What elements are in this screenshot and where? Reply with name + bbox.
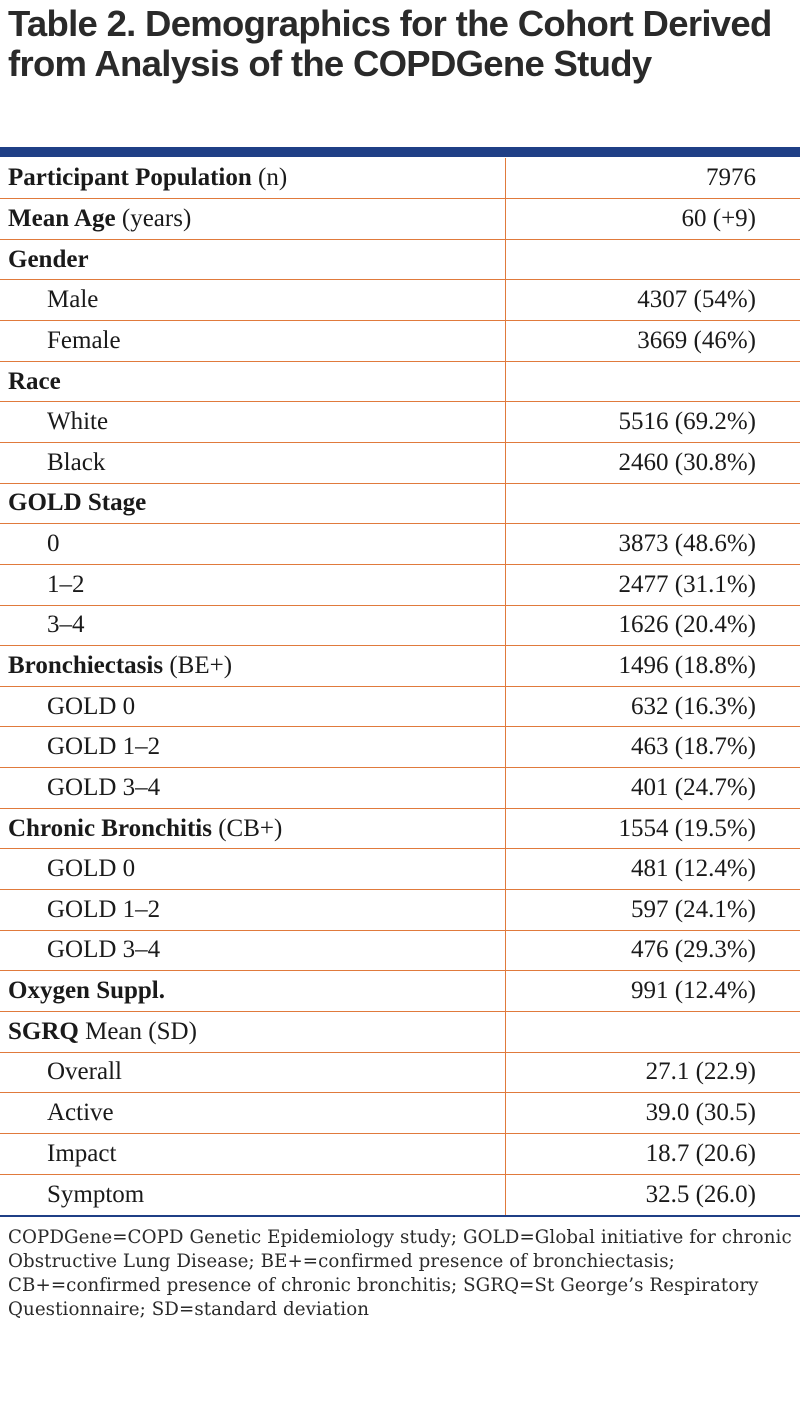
row-value xyxy=(505,483,800,524)
row-label xyxy=(0,361,505,402)
row-label-heading: Chronic Bronchitis xyxy=(8,814,212,842)
table-row xyxy=(0,321,800,362)
row-label-heading: Gender xyxy=(8,245,89,273)
row-label xyxy=(0,646,505,687)
table-row xyxy=(0,1133,800,1174)
table-row xyxy=(0,1093,800,1134)
table-row xyxy=(0,1052,800,1093)
table-row xyxy=(0,849,800,890)
table-row xyxy=(0,483,800,524)
row-sublabel: Black xyxy=(0,442,505,483)
row-label xyxy=(0,483,505,524)
table-title: Table 2. Demographics for the Cohort Derived from Analysis of the COPDGene Study xyxy=(8,3,772,84)
table-row xyxy=(0,930,800,971)
table-body xyxy=(0,158,800,1215)
row-label-heading: Race xyxy=(8,367,61,395)
row-value: 60 (+9) xyxy=(505,199,800,240)
row-value: 32.5 (26.0) xyxy=(645,1180,756,1208)
row-sublabel: Overall xyxy=(0,1052,505,1093)
row-label xyxy=(0,1011,505,1052)
row-label xyxy=(0,971,505,1012)
row-value: 632 (16.3%) xyxy=(505,686,800,727)
row-sublabel: 0 xyxy=(0,524,505,565)
table-row xyxy=(0,524,800,565)
table-row xyxy=(0,768,800,809)
row-value: 7976 xyxy=(505,158,800,199)
demographics-table xyxy=(0,158,800,1215)
row-value xyxy=(505,239,800,280)
row-sublabel: Active xyxy=(0,1093,505,1134)
row-label-qualifier: (years) xyxy=(115,204,192,232)
table-row xyxy=(0,199,800,240)
row-value: 2460 (30.8%) xyxy=(505,442,800,483)
row-value: 5516 (69.2%) xyxy=(505,402,800,443)
row-value: 39.0 (30.5) xyxy=(505,1093,800,1134)
table-row xyxy=(0,646,800,687)
table-row xyxy=(0,686,800,727)
row-label-qualifier: Mean (SD) xyxy=(78,1017,197,1045)
row-sublabel: GOLD 0 xyxy=(0,686,505,727)
row-value: 3669 (46%) xyxy=(505,321,800,362)
row-value: 1496 (18.8%) xyxy=(505,646,800,687)
row-value: 476 (29.3%) xyxy=(505,930,800,971)
row-label-qualifier: (n) xyxy=(251,164,288,192)
row-label-heading: Mean Age xyxy=(8,204,116,232)
row-value: 481 (12.4%) xyxy=(505,849,800,890)
row-value: 991 (12.4%) xyxy=(505,971,800,1012)
row-sublabel: GOLD 0 xyxy=(0,849,505,890)
row-sublabel: Male xyxy=(0,280,505,321)
row-label-heading: Participant Population xyxy=(8,164,252,192)
row-value: 597 (24.1%) xyxy=(505,890,800,931)
row-label-heading: GOLD Stage xyxy=(8,489,147,517)
row-sublabel: Symptom xyxy=(0,1174,505,1215)
title-divider xyxy=(0,147,800,158)
table-row xyxy=(0,605,800,646)
row-value: 463 (18.7%) xyxy=(505,727,800,768)
row-label-heading: Oxygen Suppl. xyxy=(8,977,166,1005)
table-row xyxy=(0,280,800,321)
row-sublabel: GOLD 3–4 xyxy=(0,930,505,971)
row-value: 1626 (20.4%) xyxy=(505,605,800,646)
table-row xyxy=(0,971,800,1012)
row-sublabel: White xyxy=(0,402,505,443)
table-row xyxy=(0,727,800,768)
row-value: 4307 (54%) xyxy=(505,280,800,321)
row-sublabel: GOLD 1–2 xyxy=(0,890,505,931)
row-sublabel: 3–4 xyxy=(0,605,505,646)
row-value: 401 (24.7%) xyxy=(505,768,800,809)
row-label xyxy=(0,808,505,849)
table-row xyxy=(0,890,800,931)
table-row xyxy=(0,564,800,605)
row-sublabel: GOLD 3–4 xyxy=(0,768,505,809)
row-label-heading: Bronchiectasis xyxy=(8,652,164,679)
row-value: 1554 (19.5%) xyxy=(505,808,800,849)
table-row xyxy=(0,1011,800,1052)
table-row xyxy=(0,158,800,199)
table-row xyxy=(0,442,800,483)
row-label xyxy=(0,199,505,240)
row-sublabel: 1–2 xyxy=(0,564,505,605)
table-row xyxy=(0,239,800,280)
row-value: 2477 (31.1%) xyxy=(505,564,800,605)
table-row xyxy=(0,361,800,402)
row-value xyxy=(505,361,800,402)
table-row xyxy=(0,808,800,849)
row-label-qualifier: (BE+) xyxy=(163,652,233,679)
row-sublabel: GOLD 1–2 xyxy=(0,727,505,768)
table-footnote: COPDGene=COPD Genetic Epidemiology study; GOLD=Global initiative for chronic Obstructive Lung Disease; BE+=confirmed presence of bronchiectasis; CB+=confirmed presence of chronic bronchitis; SGRQ=St George’s Respiratory Questionnaire; SD=standard deviation xyxy=(8,1226,792,1320)
row-value: 18.7 (20.6) xyxy=(505,1133,800,1174)
table-row xyxy=(0,402,800,443)
table-row xyxy=(0,1174,800,1215)
row-value: 3873 (48.6%) xyxy=(505,524,800,565)
row-label xyxy=(0,158,505,199)
row-value xyxy=(505,1011,800,1052)
row-label-qualifier: (CB+) xyxy=(211,814,283,842)
row-sublabel: Female xyxy=(0,321,505,362)
row-sublabel: Impact xyxy=(0,1133,505,1174)
row-label-heading: SGRQ xyxy=(8,1017,79,1045)
row-value: 27.1 (22.9) xyxy=(505,1052,800,1093)
row-label xyxy=(0,239,505,280)
